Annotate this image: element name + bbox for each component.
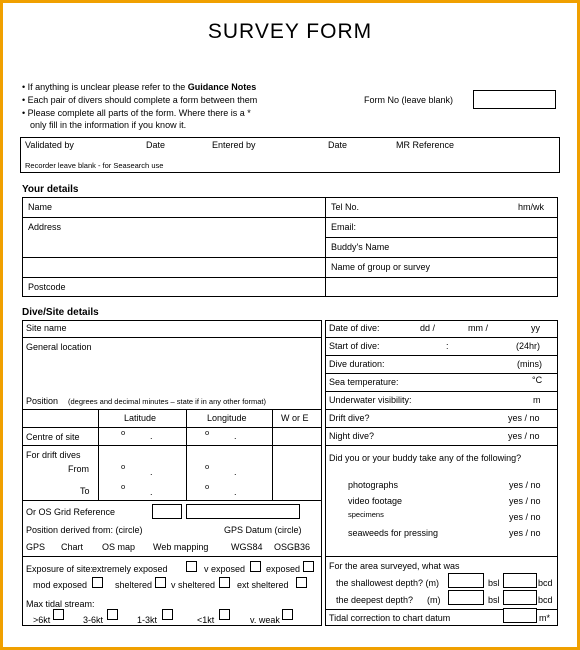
page-title: SURVEY FORM (207, 20, 373, 43)
exposure-extremely-exposed: extremely exposed (92, 564, 168, 574)
deg-c-label: °C (532, 375, 543, 385)
night-dive-yes-no[interactable]: yes / no (508, 431, 540, 441)
tidal-correction-label: Tidal correction to chart datum (329, 613, 451, 623)
guidance-notes-link[interactable]: Guidance Notes (187, 82, 257, 92)
note-line-2: • Each pair of divers should complete a form between them (22, 95, 258, 105)
start-of-dive-label: Start of dive: (329, 341, 380, 351)
did-you-take-label: Did you or your buddy take any of the following? (329, 453, 522, 463)
dive-site-heading: Dive/Site details (22, 307, 99, 318)
deepest-bcd-field[interactable] (503, 590, 537, 605)
degree-mark: o (121, 428, 126, 437)
exposure-sheltered-checkbox[interactable] (155, 577, 166, 588)
tidal-correction-field[interactable] (503, 608, 537, 623)
email-label: Email: (331, 222, 357, 232)
activity-photographs: photographs (348, 480, 399, 490)
area-surveyed-label: For the area surveyed, what was (329, 561, 460, 571)
tidal-under-1kt-checkbox[interactable] (219, 609, 230, 620)
decimal-point: . (150, 487, 153, 497)
your-details-heading: Your details (22, 184, 79, 195)
buddys-name-label: Buddy's Name (331, 242, 390, 252)
bcd-label: bcd (538, 595, 553, 605)
form-no-field[interactable] (473, 90, 556, 109)
note-line-3: • Please complete all parts of the form. Where there is a * (22, 108, 251, 118)
your-details-table (22, 197, 558, 297)
exposure-ext-sheltered-checkbox[interactable] (296, 577, 307, 588)
to-label: To (80, 486, 90, 496)
exposure-exposed: exposed (266, 564, 301, 574)
datum-wgs84[interactable]: WGS84 (231, 542, 263, 552)
note-text: Each pair of divers should complete a form between them (27, 95, 258, 105)
decimal-point: . (234, 467, 237, 477)
metres-label: m (533, 395, 541, 405)
exposure-extremely-exposed-checkbox[interactable] (186, 561, 197, 572)
site-name-label: Site name (26, 323, 67, 333)
exposure-exposed-checkbox[interactable] (303, 561, 314, 572)
exposure-v-exposed: v exposed (204, 564, 246, 574)
longitude-header: Longitude (207, 413, 247, 423)
exposure-mod-exposed-checkbox[interactable] (92, 577, 103, 588)
degree-mark: o (205, 428, 210, 437)
method-gps[interactable]: GPS (26, 542, 46, 552)
time-colon: : (446, 341, 449, 351)
exposure-ext-sheltered: ext sheltered (237, 580, 289, 590)
w-or-e-header: W or E (281, 413, 309, 423)
tidal-3-6kt: 3-6kt (83, 615, 104, 625)
exposure-v-exposed-checkbox[interactable] (250, 561, 261, 572)
os-grid-letters-field[interactable] (152, 504, 182, 519)
mins-label: (mins) (517, 359, 542, 369)
exposure-sheltered: sheltered (115, 580, 153, 590)
datum-osgb36[interactable]: OSGB36 (274, 542, 311, 552)
gps-datum-label: GPS Datum (circle) (224, 525, 302, 535)
seaweeds-yes-no[interactable]: yes / no (509, 528, 541, 538)
name-label: Name (28, 202, 53, 212)
drift-dive-label: Drift dive? (329, 413, 370, 423)
position-label: Position (26, 396, 59, 406)
degree-mark: o (205, 482, 210, 491)
method-os-map[interactable]: OS map (102, 542, 136, 552)
video-footage-yes-no[interactable]: yes / no (509, 496, 541, 506)
method-chart[interactable]: Chart (61, 542, 84, 552)
position-note: (degrees and decimal minutes – state if in any other format) (68, 397, 267, 406)
degree-mark: o (121, 462, 126, 471)
note-line-1: • If anything is unclear please refer to the Guidance Notes (22, 82, 257, 92)
form-no-label: Form No (leave blank) (364, 95, 454, 105)
m-star-label: m* (539, 613, 550, 623)
hr24-label: (24hr) (516, 341, 541, 351)
validated-by-label: Validated by (25, 140, 74, 150)
exposure-mod-exposed: mod exposed (33, 580, 88, 590)
decimal-point: . (150, 431, 153, 441)
tidal-v-weak: v. weak (250, 615, 280, 625)
mm-label: mm / (468, 323, 488, 333)
address-label: Address (28, 222, 62, 232)
degree-mark: o (121, 482, 126, 491)
centre-of-site-label: Centre of site (26, 432, 80, 442)
bsl-label: bsl (488, 578, 500, 588)
activity-video-footage: video footage (348, 496, 403, 506)
recorder-note: Recorder leave blank - for Seasearch use (25, 161, 164, 170)
entered-by-label: Entered by (212, 140, 256, 150)
method-web-mapping[interactable]: Web mapping (153, 542, 209, 552)
tidal-3-6kt-checkbox[interactable] (107, 609, 118, 620)
mr-reference-label: MR Reference (396, 140, 455, 150)
decimal-point: . (234, 487, 237, 497)
activity-seaweeds: seaweeds for pressing (348, 528, 439, 538)
degree-mark: o (205, 462, 210, 471)
tidal-v-weak-checkbox[interactable] (282, 609, 293, 620)
position-derived-label: Position derived from: (circle) (26, 525, 143, 535)
group-name-label: Name of group or survey (331, 262, 431, 272)
exposure-v-sheltered: v sheltered (171, 580, 216, 590)
night-dive-label: Night dive? (329, 431, 375, 441)
decimal-point: . (150, 467, 153, 477)
sea-temperature-label: Sea temperature: (329, 377, 399, 387)
deepest-bsl-field[interactable] (448, 590, 484, 605)
note-text: Please complete all parts of the form. Where there is a * (27, 108, 251, 118)
drift-dive-yes-no[interactable]: yes / no (508, 413, 540, 423)
os-grid-number-field[interactable] (186, 504, 300, 519)
date-label: Date (146, 140, 166, 150)
bcd-label: bcd (538, 578, 553, 588)
bsl-label: bsl (488, 595, 500, 605)
photographs-yes-no[interactable]: yes / no (509, 480, 541, 490)
tidal-1-3kt: 1-3kt (137, 615, 158, 625)
drift-dives-label: For drift dives (26, 450, 81, 460)
deepest-m-label: (m) (427, 595, 441, 605)
shallowest-bsl-field[interactable] (448, 573, 484, 588)
activity-specimens: specimens (348, 510, 384, 519)
tel-no-label: Tel No. (331, 202, 360, 212)
date-of-dive-label: Date of dive: (329, 323, 380, 333)
os-grid-label: Or OS Grid Reference (26, 507, 116, 517)
from-label: From (68, 464, 89, 474)
shallowest-bcd-field[interactable] (503, 573, 537, 588)
exposure-label: Exposure of site: (26, 564, 94, 574)
shallowest-depth-label: the shallowest depth? (m) (336, 578, 440, 588)
decimal-point: . (234, 431, 237, 441)
general-location-label: General location (26, 342, 92, 352)
date-label: Date (328, 140, 348, 150)
hm-wk-label: hm/wk (518, 202, 545, 212)
postcode-label: Postcode (28, 282, 66, 292)
latitude-header: Latitude (124, 413, 157, 423)
exposure-v-sheltered-checkbox[interactable] (219, 577, 230, 588)
note-text: If anything is unclear please refer to the (27, 82, 188, 92)
tidal-under-1kt: <1kt (197, 615, 215, 625)
dive-duration-label: Dive duration: (329, 359, 385, 369)
tidal-over-6kt: >6kt (33, 615, 51, 625)
yy-label: yy (531, 323, 540, 333)
deepest-depth-label: the deepest depth? (336, 595, 414, 605)
visibility-label: Underwater visibility: (329, 395, 412, 405)
dd-label: dd / (420, 323, 436, 333)
max-tidal-label: Max tidal stream: (26, 599, 95, 609)
note-line-4: only fill in the information if you know it. (30, 120, 187, 130)
tidal-1-3kt-checkbox[interactable] (162, 609, 173, 620)
tidal-over-6kt-checkbox[interactable] (53, 609, 64, 620)
specimens-yes-no[interactable]: yes / no (509, 512, 541, 522)
